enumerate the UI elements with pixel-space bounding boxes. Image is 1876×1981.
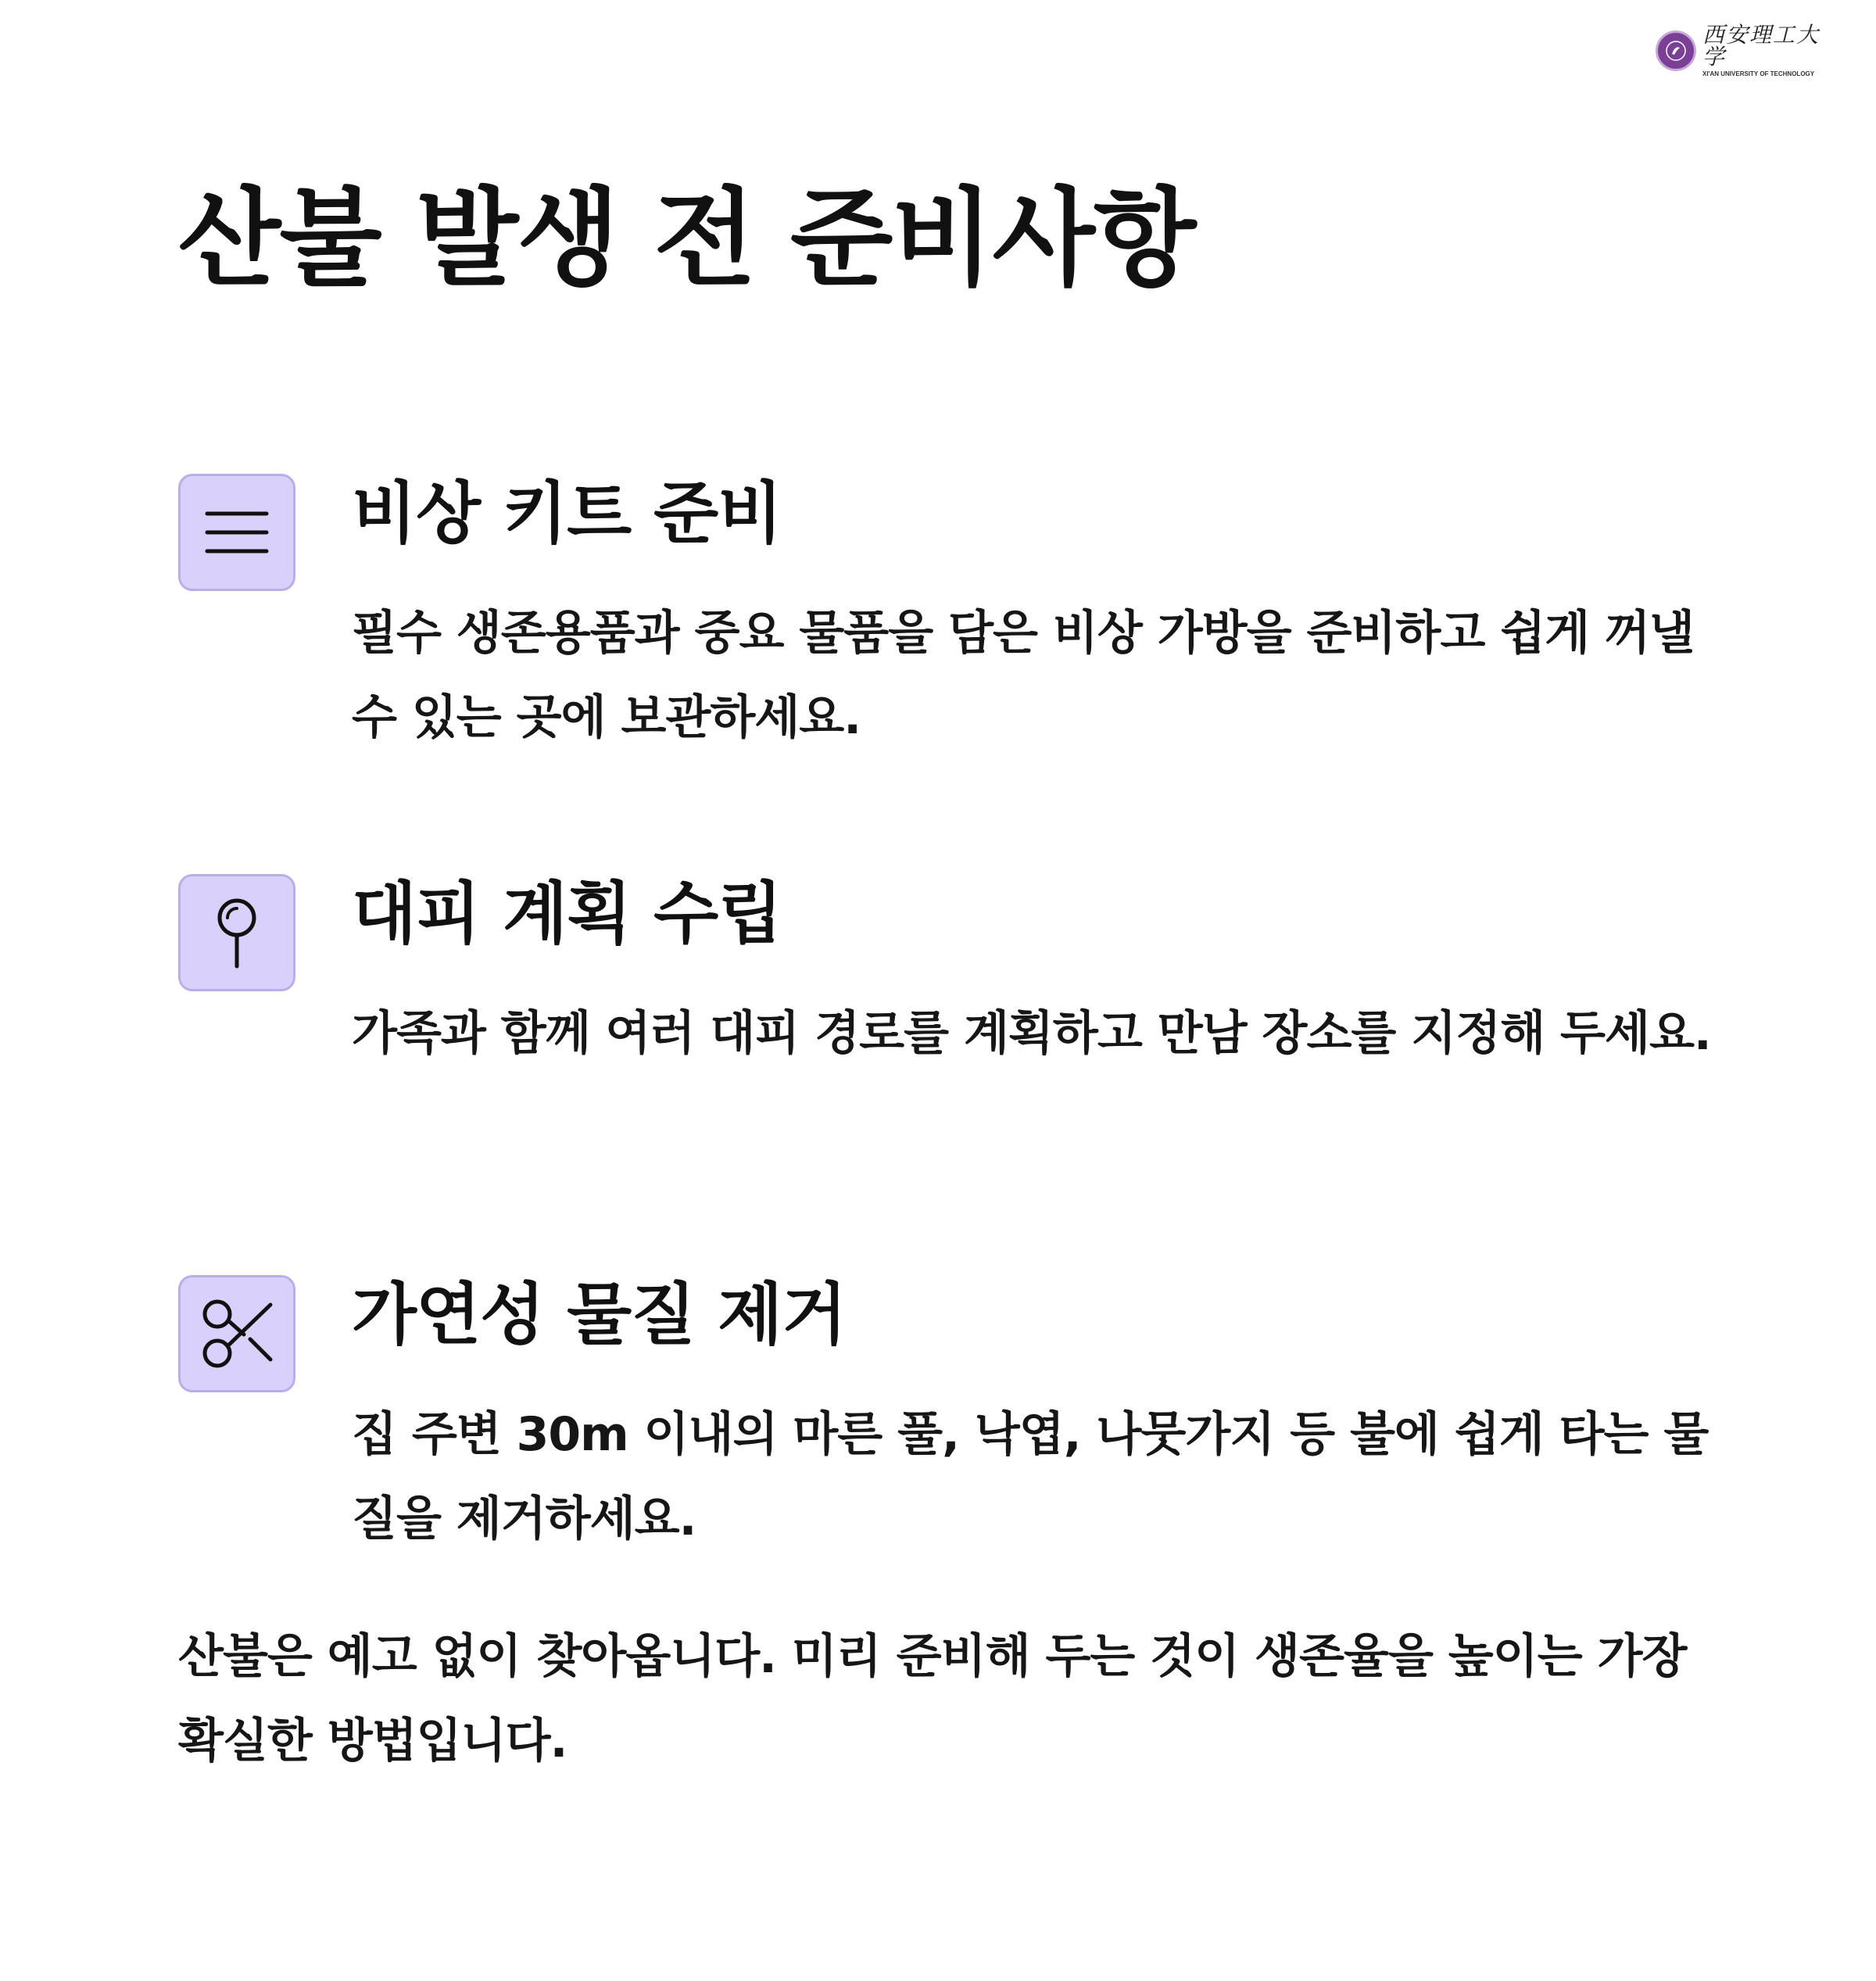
scissors-icon (178, 1275, 295, 1392)
page-title: 산불 발생 전 준비사항 (178, 177, 1195, 301)
menu-lines-icon (178, 474, 295, 591)
university-logo (1656, 22, 1835, 77)
section-heading: 대피 계획 수립 (352, 875, 782, 953)
university-seal-icon (1656, 30, 1696, 71)
logo-name-en: XI'AN UNIVERSITY OF TECHNOLOGY (1702, 70, 1815, 77)
map-pin-icon (178, 874, 295, 991)
section-body: 필수 생존용품과 중요 물품을 담은 비상 가방을 준비하고 쉽게 꺼낼 수 있는 곳에 보관하세요. (352, 606, 1694, 745)
section-body: 집 주변 30m 이내의 마른 풀, 낙엽, 나뭇가지 등 불에 쉽게 타는 물질을 제거하세요. (352, 1407, 1709, 1546)
closing-statement: 산불은 예고 없이 찾아옵니다. 미리 준비해 두는 것이 생존율을 높이는 가장 확실한 방법입니다. (178, 1629, 1687, 1768)
section-body: 가족과 함께 여러 대피 경로를 계획하고 만남 장소를 지정해 두세요. (352, 1006, 1711, 1061)
section-heading: 비상 키트 준비 (352, 475, 782, 553)
section-heading: 가연성 물질 제거 (352, 1276, 847, 1354)
logo-name-cn: 西安理工大学 (1702, 22, 1821, 70)
